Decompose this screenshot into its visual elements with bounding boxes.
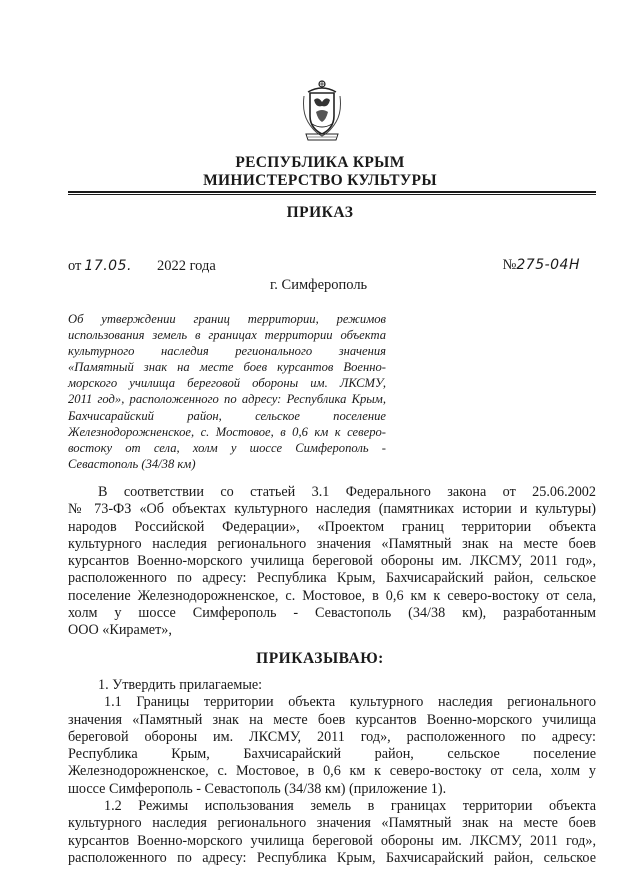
preamble-line: народов Российской Федерации», «Проектом границ территории объекта [68,518,596,535]
item-line: значения «Памятный знак на месте боев курсантов Военно-морского училища [68,711,596,728]
preamble-paragraph [68,484,596,640]
document-number [503,257,580,274]
preamble-line: расположенного по адресу: Республика Крым, Бахчисарайский район, сельское [68,570,596,587]
number-prefix: № [502,257,517,273]
item-line: курсантов Военно-морского училища береговой обороны им. ЛКСМУ, 2011 год», [68,832,596,849]
preamble-line: В соответствии со статьей 3.1 Федерального закона от 25.06.2002 [98,484,596,500]
document-date [68,258,216,275]
item-line: шоссе Симферополь - Севастополь (34/38 км) (приложение 1). [68,780,447,797]
preamble-line: курсантов Военно-морского училища береговой обороны им. ЛКСМУ, 2011 год», [68,553,596,570]
item-line: Железнодорожненское, с. Мостовое, в 0,6 км к северо-востоку от села, холм у [68,763,596,780]
document-type-title: ПРИКАЗ [286,204,354,221]
preamble-line: культурного наследия регионального значения «Памятный знак на месте боев [68,535,596,552]
subject-line: Железнодорожненское, с. Мостовое, в 0,6 км к северо- [68,424,386,439]
subject-line: культурного наследия регионального значения [68,344,386,359]
handwritten-date: 17.05. [84,258,132,274]
item-line: береговой обороны им. ЛКСМУ, 2011 год», расположенного по адресу: [68,728,596,745]
subject-line: 2011 год», расположенного по адресу: Республика Крым, [68,392,386,407]
header-rule-thin [68,194,596,195]
preamble-line: ООО «Кирамет», [68,622,172,639]
subject-line: Севастополь (34/38 км) [68,456,196,471]
item-line: расположенного по адресу: Республика Крым, Бахчисарайский район, сельское [68,849,596,866]
item-line: 1. Утвердить прилагаемые: [98,677,263,693]
document-city: г. Симферополь [270,277,368,293]
subject-line: использования земель в границах территории объекта [68,328,386,343]
order-items [68,677,596,867]
preamble-line: поселение Железнодорожненское, с. Мостовое, в 0,6 км к северо-востоку от села, [68,587,596,604]
org-name-line2: МИНИСТЕРСТВО КУЛЬТУРЫ [203,172,437,189]
order-heading: ПРИКАЗЫВАЮ: [256,650,384,667]
subject-line: Бахчисарайский район, сельское поселение [68,408,386,423]
subject-line: востоку от села, холм у шоссе Симферополь - [68,440,386,455]
item-line: Республика Крым, Бахчисарайский район, сельское поселение [68,746,596,763]
order-subject [68,311,386,472]
item-line: культурного наследия регионального значения «Памятный знак на месте боев [68,815,596,832]
date-year: 2022 года [156,258,216,274]
preamble-line: № 73-ФЗ «Об объектах культурного наследия (памятниках истории и культуры) [68,501,596,518]
subject-line: Об утверждении границ территории, режимов [68,312,386,326]
org-name-line1: РЕСПУБЛИКА КРЫМ [235,154,405,171]
header-rule-thick [68,191,596,193]
date-prefix: от [68,258,82,274]
preamble-line: холм у шоссе Симферополь - Севастополь (34/38 км), разработанным [68,605,596,622]
handwritten-number: 275-04Н [516,257,580,273]
item-line: 1.2 Режимы использования земель в границах территории объекта [104,798,596,815]
item-line: 1.1 Границы территории объекта культурного наследия регионального [104,694,596,711]
subject-line: морского училища береговой обороны им. ЛКСМУ, [68,376,386,391]
crimea-coat-of-arms-icon [300,78,344,142]
subject-line: «Памятный знак на месте боев курсантов Военно- [68,360,386,375]
